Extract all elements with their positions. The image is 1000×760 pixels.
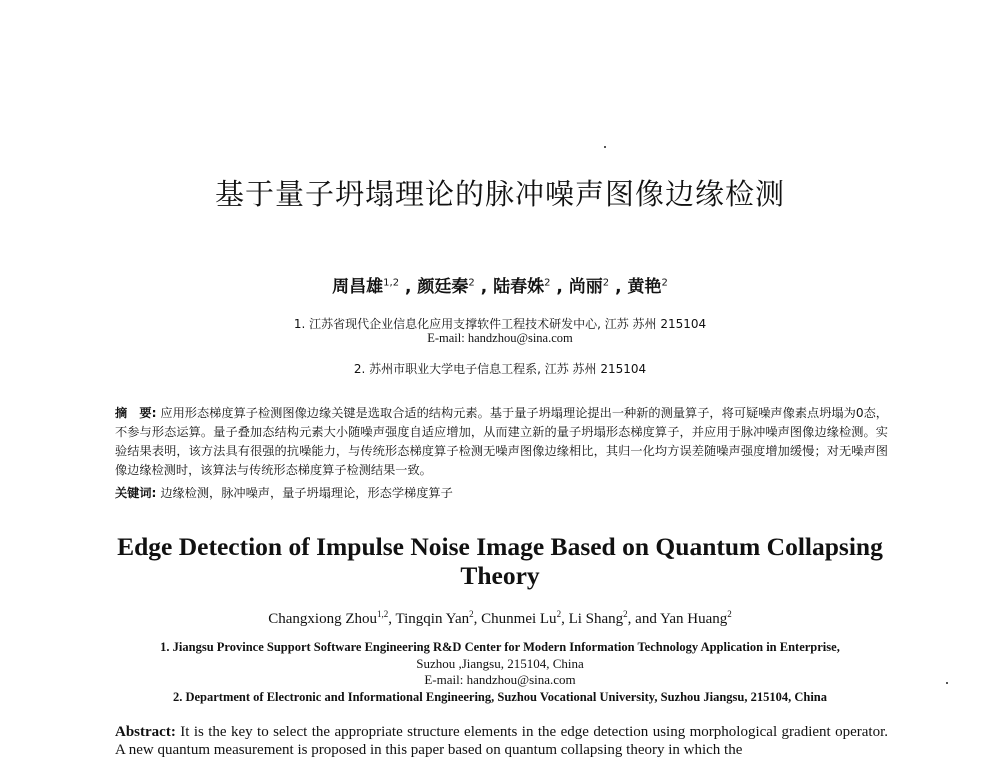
en-abstract-label: Abstract: (115, 724, 176, 740)
en-author-sup: 2 (623, 609, 628, 619)
cn-affiliation-2: 2. 苏州市职业大学电子信息工程系, 江苏 苏州 215104 (353, 362, 647, 376)
cn-abstract-label: 摘 要: (115, 406, 157, 420)
author-separator: , (615, 277, 622, 297)
en-author: Changxiong Zhou (268, 611, 377, 627)
en-author: Li Shang (568, 611, 624, 627)
cn-author-sup: 2 (468, 277, 475, 289)
author-separator: , (561, 611, 569, 627)
cn-author-list (0, 272, 1000, 297)
en-author-list (0, 609, 1000, 628)
cn-author-sup: 1,2 (383, 277, 400, 289)
en-affiliation-2: 2. Department of Electronic and Informational Engineering, Suzhou Vocational University, Suzhou Jiangsu, 215104, China (172, 690, 827, 704)
author-separator: , (473, 611, 482, 627)
author-separator: , (388, 611, 396, 627)
en-author-sup: 1,2 (377, 609, 389, 619)
cn-author-sup: 2 (602, 277, 610, 289)
en-abstract-text: It is the key to select the appropriate structure elements in the edge detection using morphological gradient operator. A new quantum measurement is proposed in this paper based on quantum collapsing theory in which the (115, 724, 888, 758)
cn-abstract-text: 应用形态梯度算子检测图像边缘关键是选取合适的结构元素。基于量子坍塌理论提出一种新的测量算子，将可疑噪声像素点坍塌为0态，不参与形态运算。量子叠加态结构元素大小随噪声强度自适应增加，从而建立新的量子坍塌形态梯度算子，并应用于脉冲噪声图像边缘检测。实验结果表明，该方法具有很强的抗噪能力，与传统形态梯度算子检测无噪声图像边缘相比，其归一化均方误差随噪声强度增加缓慢；对无噪声图像边缘检测时，该算法与传统形态梯度算子检测结果一致。 (115, 406, 888, 477)
en-abstract (115, 723, 888, 760)
cn-author: 尚丽 (568, 277, 603, 297)
cn-paper-title: 基于量子坍塌理论的脉冲噪声图像边缘检测 (214, 177, 785, 211)
en-author-sup: 2 (727, 609, 732, 619)
cn-author: 周昌雄 (332, 277, 384, 297)
cn-email: E-mail: handzhou@sina.com (427, 331, 573, 345)
en-author: Tingqin Yan (395, 611, 470, 627)
en-author-sup: 2 (556, 609, 562, 619)
cn-author-sup: 2 (661, 277, 668, 289)
cn-author-sup: 2 (544, 277, 551, 289)
author-separator: , (405, 277, 412, 297)
cn-abstract (115, 404, 888, 480)
en-author: Chunmei Lu (481, 611, 557, 627)
en-author: Yan Huang (660, 611, 728, 627)
en-affiliation-1-city: Suzhou ,Jiangsu, 215104, China (416, 656, 584, 671)
scan-speck (604, 146, 606, 148)
author-separator: , (556, 277, 563, 297)
author-separator: , (480, 277, 488, 297)
en-paper-title: Edge Detection of Impulse Noise Image Based on Quantum Collapsing Theory (117, 532, 883, 590)
cn-affiliation-1: 1. 江苏省现代企业信息化应用支撑软件工程技术研发中心, 江苏 苏州 215104 (293, 317, 707, 331)
en-email: E-mail: handzhou@sina.com (424, 672, 576, 687)
author-separator: , and (627, 611, 661, 627)
cn-author: 黄艳 (627, 277, 662, 297)
cn-author: 陆春姝 (493, 277, 545, 297)
en-author-sup: 2 (469, 609, 474, 619)
en-affiliation-1: 1. Jiangsu Province Support Software Engineering R&D Center for Modern Information Technology Application in Enterprise, (160, 640, 840, 654)
cn-keywords (115, 484, 888, 503)
cn-keywords-text: 边缘检测，脉冲噪声，量子坍塌理论，形态学梯度算子 (160, 486, 453, 500)
cn-author: 颜廷秦 (417, 277, 469, 297)
cn-keywords-label: 关键词: (115, 486, 157, 500)
